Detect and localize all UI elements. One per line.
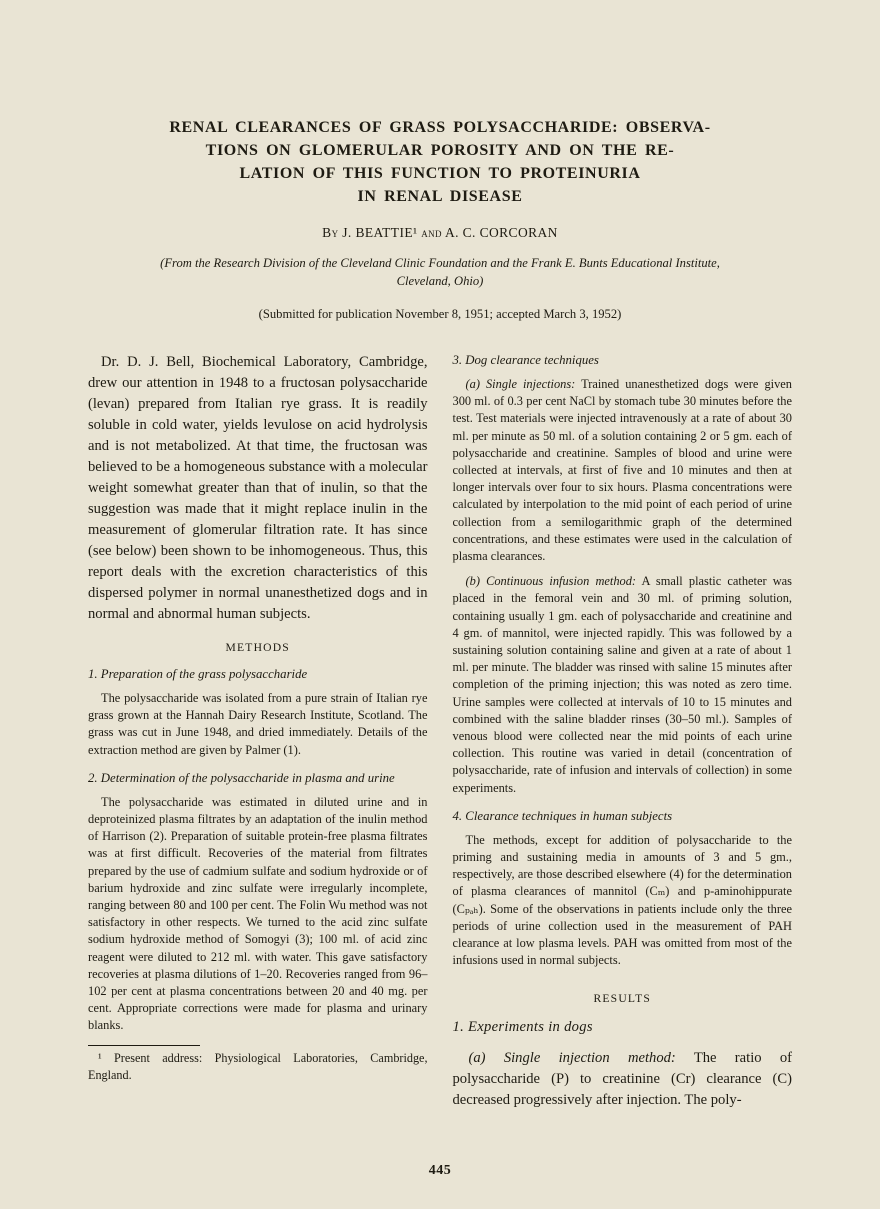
section-2-paragraph: The polysaccharide was estimated in diluted urine and in deproteinized plasma filtrates by an adaptation of the inulin method of Harrison (2). Preparation of suitable protein-free plasma filtrates was at first difficult. Recoveries of the material from filtrates prepared by the use of cadmium sulfate and sodium hydroxide or of barium hydroxide and zinc sulfate were irregularly incomplete, ranging between 80 and 100 per cent. The Folin Wu method was not satisfactory in other respects. We turned to the acid zinc sulfate sodium hydroxide method of Somogyi (3); 100 ml. of acid zinc reagent were diluted to 212 ml. with water. This gave satisfactory recoveries at plasma dilutions of 1–20. Recoveries ranged from 96–102 per cent at plasma concentrations between 20 and 40 mg. per cent. Appropriate corrections were made for plasma and urinary blanks.	[88, 794, 428, 1033]
section-3a-text: Trained unanesthetized dogs were given 300 ml. of 0.3 per cent NaCl by stomach tube 30 minutes before the test. Test materials were injected intravenously at a rate of about 30 ml. per minute as 50 ml. of a solution containing 2 or 5 gm. each of polysaccharide and creatinine. Samples of blood and urine were collected at intervals, at first of five and 10 minutes and then at longer intervals over four to six hours. Plasma concentrations were calculated by interpolation to the mid point of each period of urine collection from a semilogarithmic graph of the determined concentrations, and these estimates were used in the calculation of plasma clearances.	[452, 377, 792, 564]
affiliation: (From the Research Division of the Cleveland Clinic Foundation and the Frank E. Bunts Educational Institute, Cleveland, Ohio)	[160, 256, 720, 288]
results-subheading: 1. Experiments in dogs	[452, 1018, 593, 1035]
results-paragraph	[453, 1048, 793, 1111]
results-text: The ratio of polysaccharide (P) to creatinine (Cr) clearance (C) decreased progressively after injection. The poly-	[452, 1049, 792, 1108]
title-line-4: IN RENAL DISEASE	[357, 188, 523, 205]
methods-heading: METHODS	[225, 641, 290, 654]
section-3a-lead: (a) Single injections:	[465, 377, 576, 391]
footnote: ¹ Present address: Physiological Laboratories, Cambridge, England.	[88, 1050, 428, 1082]
intro-paragraph: Dr. D. J. Bell, Biochemical Laboratory, Cambridge, drew our attention in 1948 to a fructosan polysaccharide (levan) prepared from Italian rye grass. It is readily soluble in cold water, yields levulose on acid hydrolysis and is not metabolized. At that time, the fructosan was believed to be a homogeneous substance with a molecular weight somewhat greater than that of inulin, so that the suggestion was made that it might replace inulin in the measurement of glomerular filtration rate. It has since (see below) been shown to be inhomogeneous. Thus, this report deals with the excretion characteristics of this dispersed polymer in normal unanesthetized dogs and in normal and abnormal human subjects.	[88, 354, 428, 622]
section-3b-text: A small plastic catheter was placed in the femoral vein and 30 ml. of priming solution, containing usually 1 gm. each of polysaccharide and creatinine and 4 gm. of mannitol, were injected rapidly. This was followed by a sustaining solution containing saline and given at a rate of about 1 ml. per minute. The bladder was rinsed with saline 15 minutes after completion of the priming injection; this was noted as zero time. Urine samples were collected at intervals of 10 to 15 minutes and combined with the saline bladder rinses (30–50 ml.). Samples of venous blood were collected near the mid points of each urine collection. This routine was varied in detail (concentration of polysaccharide, rate of infusion and intervals of collection) in some experiments.	[452, 574, 792, 795]
page-number: 445	[428, 1163, 452, 1178]
article-header	[88, 116, 792, 322]
results-lead: (a) Single injection method:	[468, 1049, 676, 1066]
title-line-3: LATION OF THIS FUNCTION TO PROTEINURIA	[239, 165, 641, 182]
article-title	[88, 116, 792, 208]
footnote-divider	[88, 1045, 200, 1046]
right-column	[453, 352, 793, 1111]
author-byline: By J. BEATTIE¹ and A. C. CORCORAN	[322, 225, 558, 240]
title-line-1: RENAL CLEARANCES OF GRASS POLYSACCHARIDE: OBSERVA-	[169, 119, 711, 136]
left-column	[88, 352, 428, 1111]
section-3b-lead: (b) Continuous infusion method:	[465, 574, 637, 589]
article-body	[88, 352, 792, 1111]
submission-note: (Submitted for publication November 8, 1951; accepted March 3, 1952)	[258, 307, 622, 321]
section-2-heading: 2. Determination of the polysaccharide in plasma and urine	[88, 770, 395, 785]
section-3-heading: 3. Dog clearance techniques	[452, 353, 599, 367]
section-3b-paragraph	[453, 573, 793, 797]
section-1-heading: 1. Preparation of the grass polysaccharide	[88, 667, 308, 681]
section-4-heading: 4. Clearance techniques in human subjects	[452, 808, 673, 823]
results-heading: RESULTS	[593, 991, 652, 1005]
title-line-2: TIONS ON GLOMERULAR POROSITY AND ON THE RE-	[205, 142, 675, 159]
section-1-paragraph: The polysaccharide was isolated from a pure strain of Italian rye grass grown at the Hannah Dairy Research Institute, Scotland. The grass was cut in June 1948, and dried immediately. Details of the extraction method are given by Palmer (1).	[88, 691, 428, 757]
section-3a-paragraph	[453, 376, 793, 565]
section-4-paragraph: The methods, except for addition of polysaccharide to the priming and sustaining media in amounts of 3 and 5 gm., respectively, are those described elsewhere (4) for the determination of plasma clearances of mannitol (Cₘ) and p-aminohippurate (Cₚₐₕ). Some of the observations in patients include only the three periods of urine collection used in the measurement of PAH clearance at low plasma levels. PAH was omitted from most of the infusions used in normal subjects.	[452, 832, 792, 968]
